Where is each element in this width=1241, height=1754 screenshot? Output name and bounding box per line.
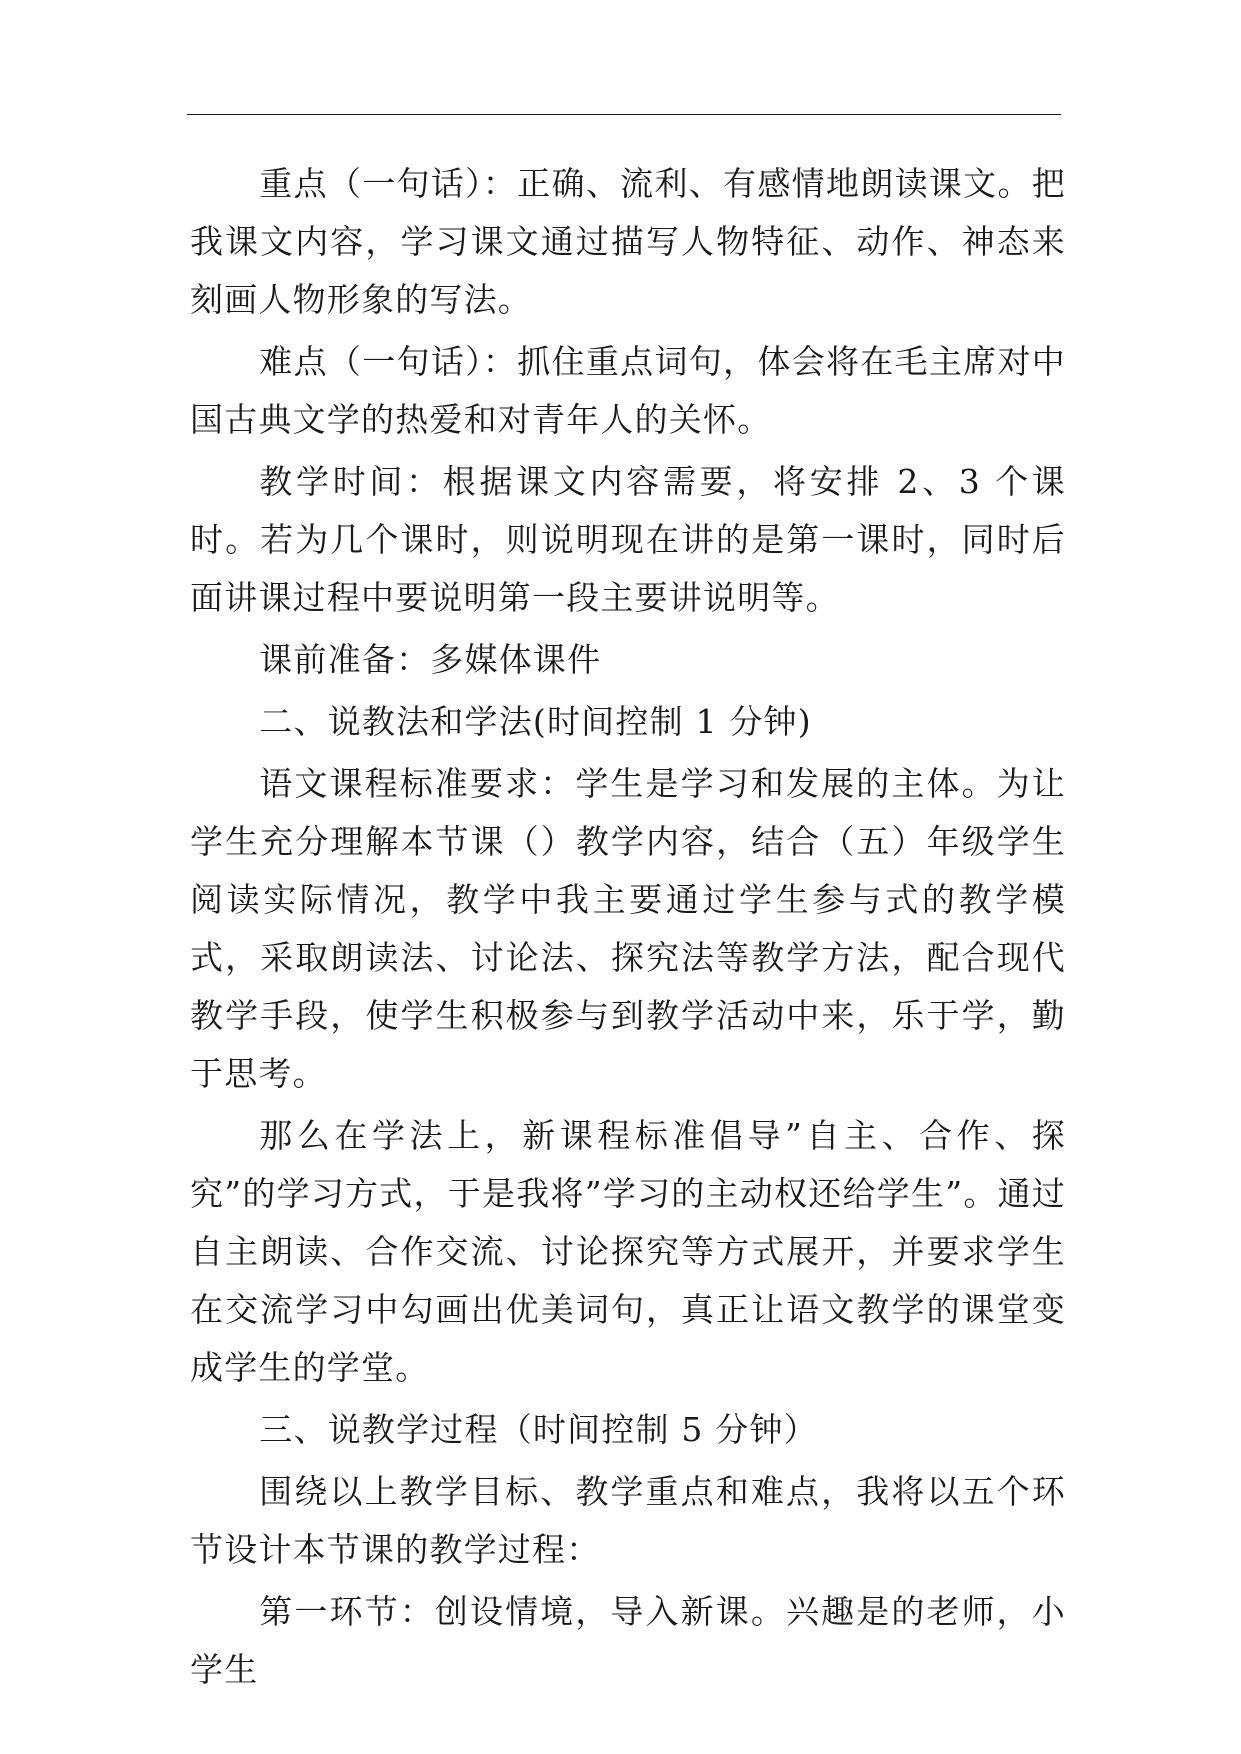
paragraph-teaching-time: 教学时间：根据课文内容需要，将安排 2、3 个课时。若为几个课时，则说明现在讲的是第一课时，同时后面讲课过程中要说明第一段主要讲说明等。 <box>190 462 1066 617</box>
paragraph-key-point: 重点（一句话）：正确、流利、有感情地朗读课文。把我课文内容，学习课文通过描写人物特征、动作、神态来刻画人物形象的写法。 <box>190 164 1066 319</box>
section-heading-process: 三、说教学过程（时间控制 5 分钟） <box>259 1410 818 1449</box>
document-body <box>190 155 1066 1703</box>
header-rule <box>187 114 1061 115</box>
paragraph-preparation: 课前准备：多媒体课件 <box>259 640 602 679</box>
paragraph-first-stage: 第一环节：创设情境，导入新课。兴趣是的老师，小学生 <box>190 1592 1066 1689</box>
paragraph-teaching-methods: 语文课程标准要求：学生是学习和发展的主体。为让学生充分理解本节课（）教学内容，结合（五）年级学生阅读实际情况，教学中我主要通过学生参与式的教学模式，采取朗读法、讨论法、探究法等教学方法，配合现代教学手段，使学生积极参与到教学活动中来，乐于学，勤于思考。 <box>190 764 1066 1093</box>
paragraph-process-intro: 围绕以上教学目标、教学重点和难点，我将以五个环节设计本节课的教学过程： <box>190 1472 1066 1569</box>
section-heading-methods: 二、说教法和学法(时间控制 1 分钟) <box>259 702 812 741</box>
paragraph-difficult-point: 难点（一句话）：抓住重点词句，体会将在毛主席对中国古典文学的热爱和对青年人的关怀。 <box>190 342 1066 439</box>
paragraph-learning-methods: 那么在学法上，新课程标准倡导”自主、合作、探究”的学习方式，于是我将”学习的主动权还给学生”。通过自主朗读、合作交流、讨论探究等方式展开，并要求学生在交流学习中勾画出优美词句，真正让语文教学的课堂变成学生的学堂。 <box>190 1116 1066 1387</box>
